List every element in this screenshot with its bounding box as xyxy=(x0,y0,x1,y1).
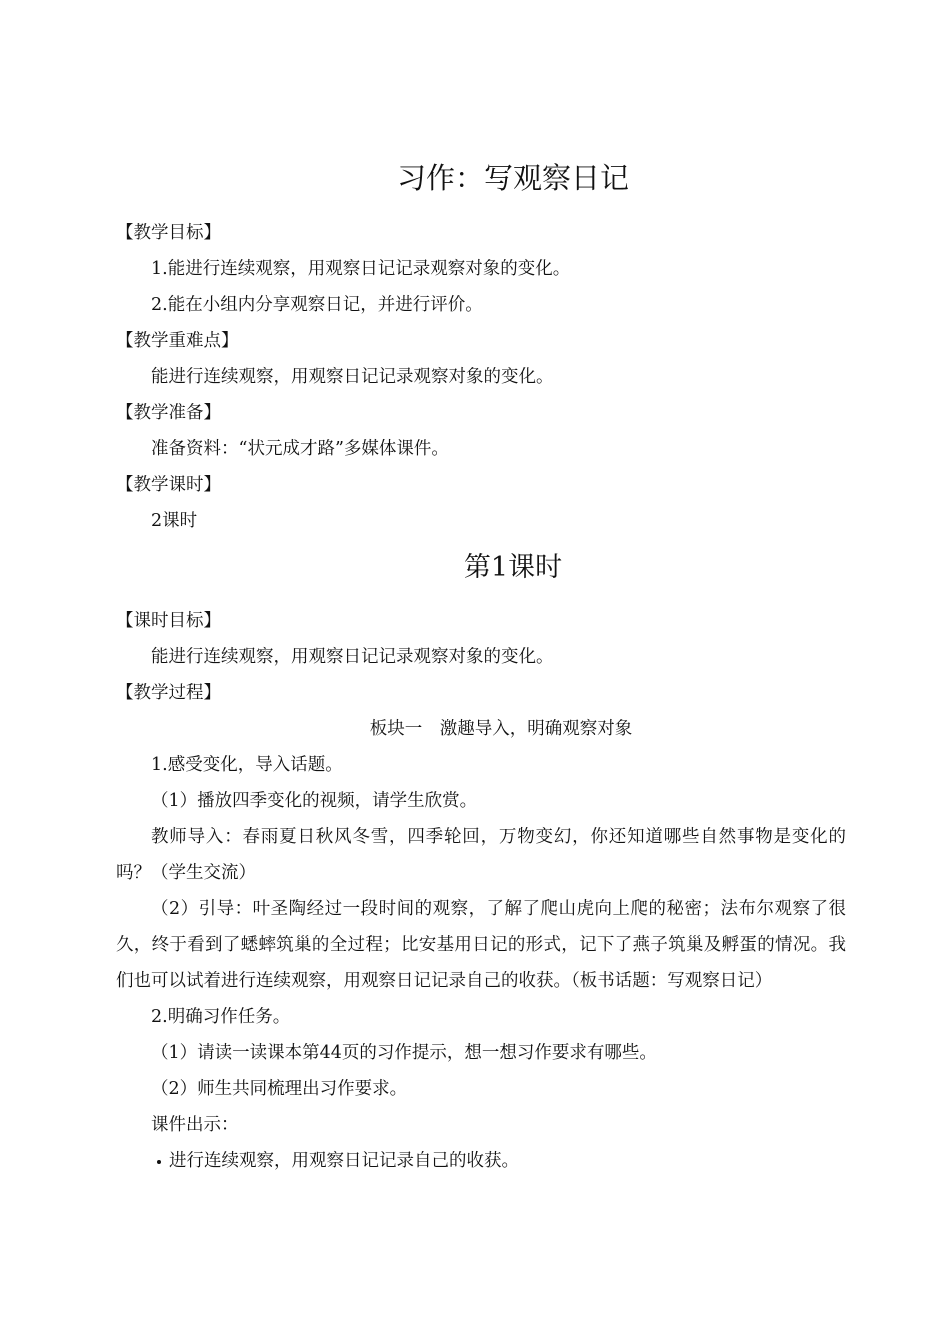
keypoints-text: 能进行连续观察，用观察日记记录观察对象的变化。 xyxy=(151,367,554,387)
document-body xyxy=(116,215,846,1179)
lesson-goal-text: 能进行连续观察，用观察日记记录观察对象的变化。 xyxy=(151,647,554,667)
block-1-title: 板块一 激趣导入，明确观察对象 xyxy=(369,719,633,739)
courseware-label: 课件出示： xyxy=(151,1115,239,1135)
prep-text: 准备资料：“状元成才路”多媒体课件。 xyxy=(151,439,449,459)
bullet-item xyxy=(116,1143,846,1179)
step-2-1: （1）请读一读课本第44页的习作提示，想一想习作要求有哪些。 xyxy=(151,1043,657,1063)
objectives-heading: 【教学目标】 xyxy=(116,223,221,243)
objective-1: 1.能进行连续观察，用观察日记记录观察对象的变化。 xyxy=(151,259,571,279)
document-title: 习作：写观察日记 xyxy=(396,161,629,195)
step-1-1: （1）播放四季变化的视频，请学生欣赏。 xyxy=(151,791,478,811)
process-heading: 【教学过程】 xyxy=(116,683,221,703)
bullet-1-text: 进行连续观察，用观察日记记录自己的收获。 xyxy=(169,1151,519,1171)
keypoints-heading: 【教学重难点】 xyxy=(116,331,239,351)
lesson-title: 第1课时 xyxy=(463,552,563,583)
step-1: 1.感受变化，导入话题。 xyxy=(151,755,343,775)
lesson-goal-heading: 【课时目标】 xyxy=(116,611,221,631)
hours-text: 2课时 xyxy=(151,511,198,531)
step-2: 2.明确习作任务。 xyxy=(151,1007,291,1027)
bullet-icon xyxy=(157,1160,161,1164)
step-1-2: （2）引导：叶圣陶经过一段时间的观察，了解了爬山虎向上爬的秘密；法布尔观察了很久，终于看到了蟋蟀筑巢的全过程；比安基用日记的形式，记下了燕子筑巢及孵蛋的情况。我们也可以试着进行连续观察，用观察日记记录自己的收获。（板书话题：写观察日记） xyxy=(116,899,846,991)
objective-2: 2.能在小组内分享观察日记，并进行评价。 xyxy=(151,295,483,315)
hours-heading: 【教学课时】 xyxy=(116,475,221,495)
prep-heading: 【教学准备】 xyxy=(116,403,221,423)
step-2-2: （2）师生共同梳理出习作要求。 xyxy=(151,1079,408,1099)
teacher-intro: 教师导入：春雨夏日秋风冬雪，四季轮回，万物变幻，你还知道哪些自然事物是变化的吗？（学生交流） xyxy=(116,827,846,883)
